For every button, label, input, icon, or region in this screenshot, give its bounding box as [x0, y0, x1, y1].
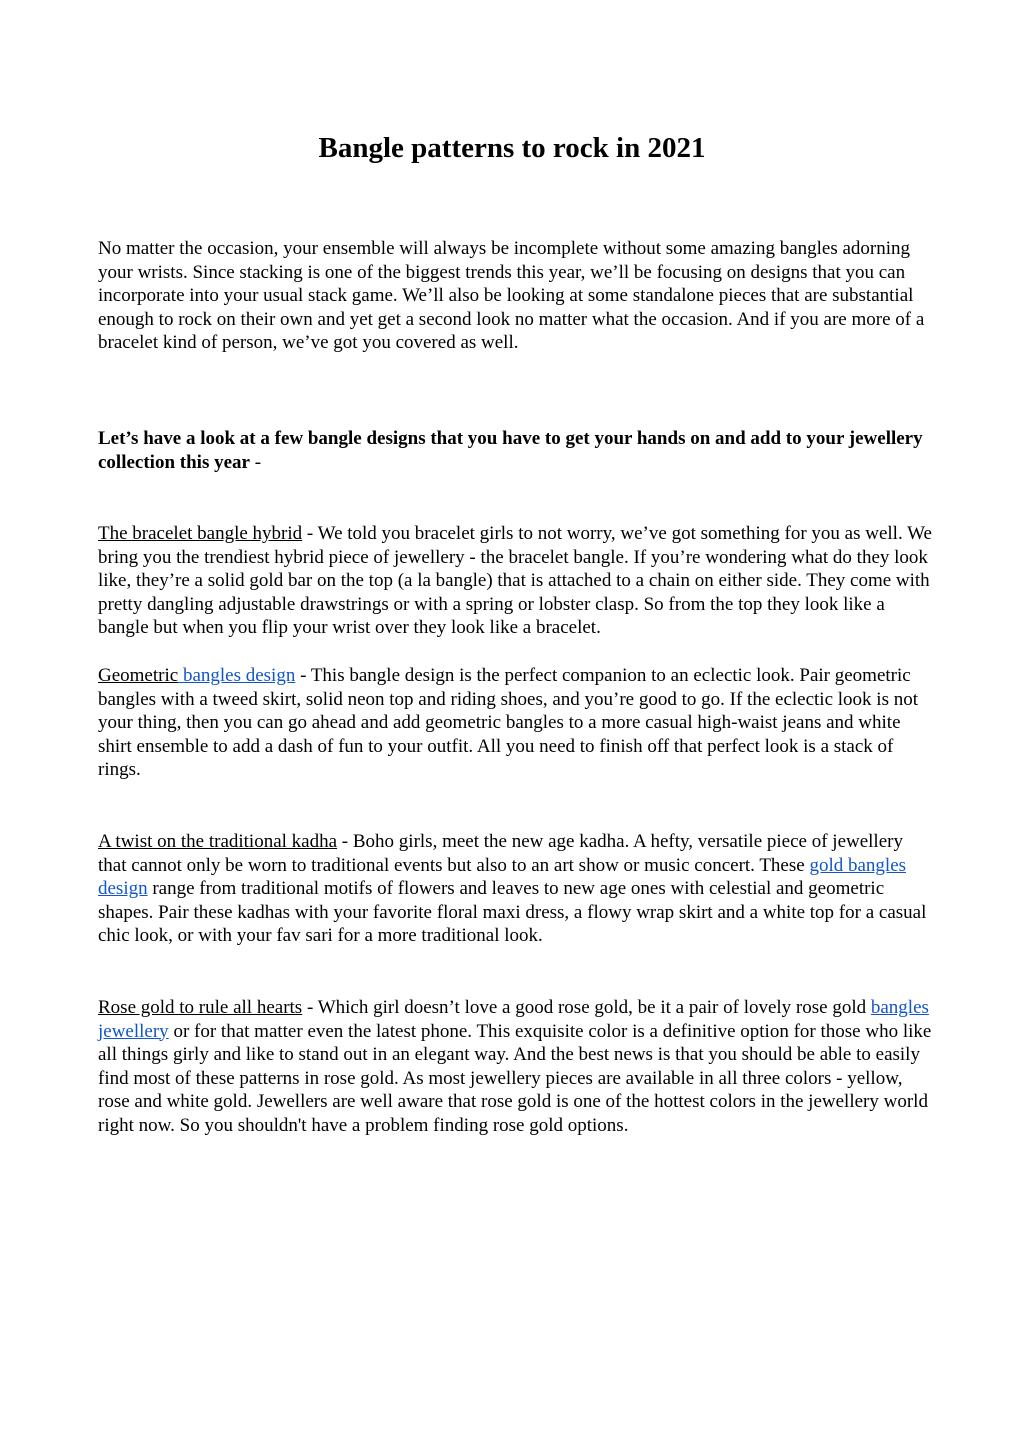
section-text-before: - Boho girls, meet the new age kadha. A hefty, versatile piece of jewellery that cannot only be worn to traditional events but also to an art show or music concert. These	[98, 831, 903, 876]
document-title: Bangle patterns to rock in 2021	[318, 132, 706, 164]
section-heading: Geometric	[98, 665, 179, 686]
section-text-after: or for that matter even the latest phone. This exquisite color is a definitive option for those who like all things girly and like to stand out in an elegant way. And the best news is that you should be able to easily find most of these patterns in rose gold. As most jewellery pieces are available in all three colors - yellow, rose and white gold. Jewellers are well aware that rose gold is one of the hottest colors in the jewellery world right now. So you shouldn't have a problem finding rose gold options.	[98, 1020, 932, 1136]
bangles-jewellery-link[interactable]: bangles jewellery	[98, 997, 929, 1042]
section-text: - We told you bracelet girls to not worry, we’ve got something for you as well. We bring you the trendiest hybrid piece of jewellery - the bracelet bangle. If you’re wondering what do they look like, they’re a solid gold bar on the top (a la bangle) that is attached to a chain on either side. They come with pretty dangling adjustable drawstrings or with a spring or lobster clasp. So from the top they look like a bangle but when you flip your wrist over they look like a bracelet.	[98, 523, 932, 639]
section-traditional-kadha	[98, 830, 932, 948]
section-text: - This bangle design is the perfect companion to an eclectic look. Pair geometric bangles with a tweed skirt, solid neon top and riding shoes, and you’re good to go. If the eclectic look is not your thing, then you can go ahead and add geometric bangles to a more casual high-waist jeans and white shirt ensemble to add a dash of fun to your outfit. All you need to finish off that perfect look is a stack of rings.	[98, 665, 918, 781]
lead-suffix: -	[249, 451, 262, 473]
section-heading: A twist on the traditional kadha	[98, 831, 338, 852]
section-bracelet-bangle-hybrid	[98, 522, 932, 640]
bangles-design-link[interactable]: bangles design	[178, 665, 296, 686]
lead-paragraph	[98, 427, 932, 474]
lead-bold-text: Let’s have a look at a few bangle designs that you have to get your hands on and add to your jewellery collection this year	[98, 428, 923, 473]
section-rose-gold	[98, 996, 932, 1138]
section-text-before: - Which girl doesn’t love a good rose gold, be it a pair of lovely rose gold	[302, 997, 871, 1018]
gold-bangles-design-link[interactable]: gold bangles design	[98, 854, 907, 900]
section-text-after: range from traditional motifs of flowers and leaves to new age ones with celestial and geometric shapes. Pair these kadhas with your favorite floral maxi dress, a flowy wrap skirt and a white top for a casual chic look, or with your fav sari for a more traditional look.	[98, 878, 927, 947]
section-geometric	[98, 664, 932, 782]
section-heading: Rose gold to rule all hearts	[98, 997, 303, 1018]
section-heading: The bracelet bangle hybrid	[98, 523, 303, 544]
intro-paragraph: No matter the occasion, your ensemble will always be incomplete without some amazing bangles adorning your wrists. Since stacking is one of the biggest trends this year, we’ll be focusing on designs that you can incorporate into your usual stack game. We’ll also be looking at some standalone pieces that are substantial enough to rock on their own and yet get a second look no matter what the occasion. And if you are more of a bracelet kind of person, we’ve got you covered as well.	[98, 238, 925, 354]
